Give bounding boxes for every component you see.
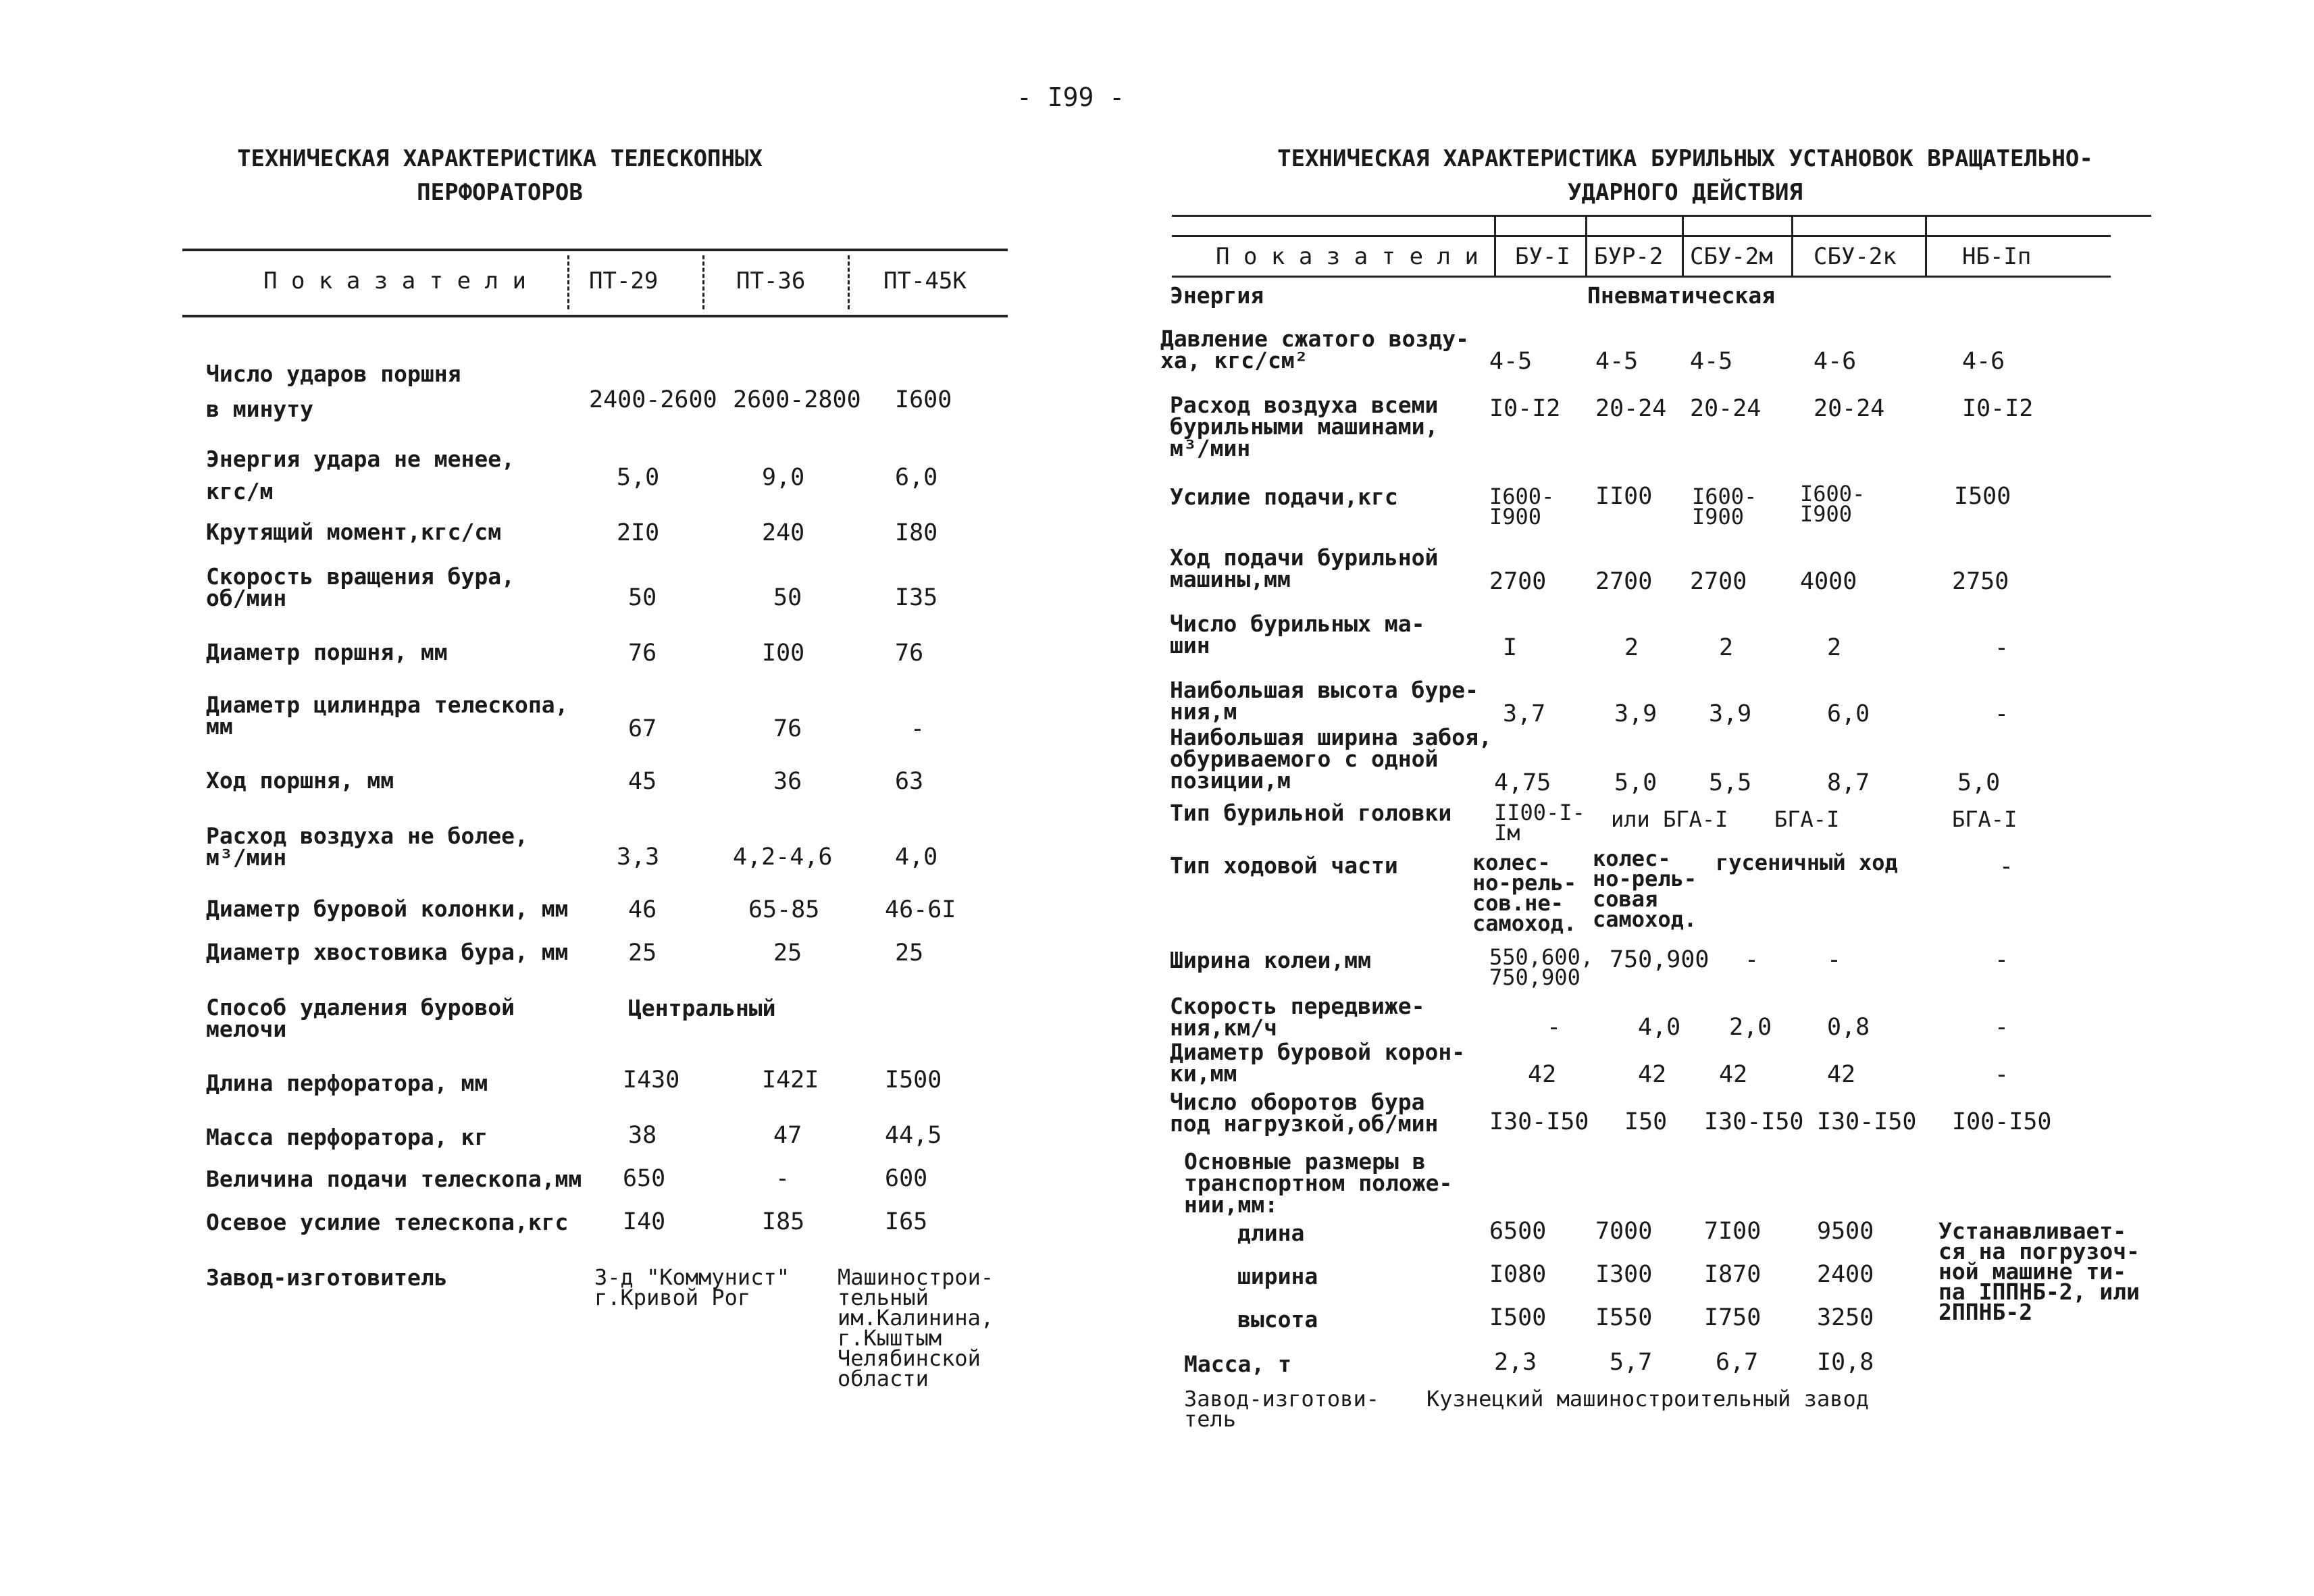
left-row-label: Ход поршня, мм [206, 767, 394, 794]
right-header-bottom-rule [1172, 276, 2111, 278]
right-row-label: ширина [1237, 1263, 1318, 1289]
right-header-bur2: БУР-2 [1594, 243, 1664, 270]
right-cell: I00-I50 [1952, 1108, 2052, 1135]
right-cell: 42 [1719, 1061, 1748, 1088]
right-cell: I30-I50 [1489, 1108, 1589, 1135]
right-cell: 20-24 [1814, 395, 1885, 422]
right-cell: - [1995, 946, 2009, 973]
left-header-pt29: ПТ-29 [589, 267, 659, 294]
right-cell: 3,9 [1614, 700, 1657, 727]
right-cell: 9500 [1817, 1218, 1874, 1245]
left-row-label: Завод-изготовитель [206, 1264, 448, 1291]
right-cell: I750 [1704, 1304, 1762, 1331]
left-row-label: Диаметр поршня, мм [206, 639, 448, 665]
left-row-label: Число ударов поршня в минуту [206, 361, 461, 422]
left-header-separator [567, 255, 569, 309]
right-cell: 2700 [1690, 568, 1747, 595]
left-row-label: Осевое усилие телескопа,кгс [206, 1209, 569, 1235]
right-row-label: Тип ходовой части [1170, 852, 1398, 879]
right-cell: - [1995, 1014, 2009, 1041]
right-cell: 4,75 [1494, 769, 1551, 796]
right-cell: I870 [1704, 1261, 1762, 1288]
left-cell: 67 [628, 715, 657, 742]
left-cell: 5,0 [617, 464, 660, 491]
left-cell: I430 [623, 1066, 680, 1093]
left-cell: 50 [773, 584, 802, 611]
left-cell-span: Центральный [628, 995, 776, 1021]
right-cell: 8,7 [1827, 769, 1870, 796]
right-cell: 3,7 [1503, 700, 1546, 727]
right-cell: 750,900 [1610, 946, 1709, 973]
right-header-separator [1791, 215, 1793, 277]
right-cell-span: Кузнецкий машиностроительный завод [1426, 1386, 1870, 1412]
left-cell: 65-85 [748, 896, 820, 923]
right-note: Устанавливает- ся на погрузоч- ной машине ти- па IППНБ-2, или 2ППНБ-2 [1938, 1218, 2140, 1325]
right-cell: 5,7 [1610, 1349, 1653, 1376]
left-row-label: Диаметр цилиндра телескопа, мм [206, 692, 569, 740]
left-cell: 600 [885, 1165, 928, 1192]
left-row-label: Длина перфоратора, мм [206, 1070, 488, 1096]
left-title [189, 142, 811, 209]
left-cell: 76 [628, 640, 657, 667]
right-cell: БГА-I [1774, 806, 1840, 832]
right-cell: - [1827, 946, 1842, 973]
right-cell: 3,9 [1709, 700, 1752, 727]
right-row-label: Наибольшая высота буре- ния,м [1170, 677, 1479, 725]
left-cell: 46 [628, 896, 657, 923]
left-cell: 46-6I [885, 896, 956, 923]
right-row-label: Усилие подачи,кгс [1170, 484, 1398, 510]
left-cell-manufacturer: Машинострои- тельный им.Калинина, г.Кыштым Челябинской области [838, 1264, 994, 1391]
right-row-label: Ход подачи бурильной машины,мм [1170, 544, 1439, 592]
left-cell: 63 [895, 768, 924, 795]
left-cell: I65 [885, 1208, 928, 1235]
right-cell: - [1995, 1061, 2009, 1088]
right-cell: I0,8 [1817, 1349, 1874, 1376]
right-cell: 2700 [1489, 568, 1547, 595]
left-header-param: П о к а з а т е л и [263, 267, 526, 294]
left-row-label: Скорость вращения бура, об/мин [206, 563, 515, 611]
left-cell: 650 [623, 1165, 666, 1192]
right-cell: I300 [1595, 1261, 1653, 1288]
left-header-bottom-rule [182, 315, 1008, 317]
right-header-nb1p: НБ-Iп [1962, 243, 2032, 270]
right-row-label: Диаметр буровой корон- ки,мм [1170, 1039, 1466, 1087]
left-title-line2: ПЕРФОРАТОРОВ [417, 179, 583, 206]
left-row-label: Диаметр буровой колонки, мм [206, 896, 569, 922]
right-row-label: Число оборотов бура под нагрузкой,об/мин [1170, 1089, 1439, 1137]
right-cell: I500 [1954, 483, 2011, 510]
right-row-label: Число бурильных ма- шин [1170, 611, 1425, 659]
left-header-pt45k: ПТ-45К [883, 267, 967, 294]
right-cell: 4-6 [1814, 348, 1857, 375]
right-header-top-rule [1172, 235, 2111, 237]
right-cell: 2 [1719, 634, 1734, 661]
right-header-top-rule [1172, 215, 2151, 217]
right-cell: 2 [1624, 634, 1639, 661]
right-cell: 4-5 [1595, 348, 1639, 375]
right-row-label: Основные размеры в транспортном положе- нии,мм: [1184, 1148, 1453, 1218]
page-number: - I99 - [1017, 82, 1125, 112]
right-cell: 7000 [1595, 1218, 1653, 1245]
left-cell: 240 [762, 519, 805, 546]
right-cell: 2750 [1952, 568, 2009, 595]
left-cell: 3,3 [617, 844, 660, 871]
right-row-label: Ширина колеи,мм [1170, 947, 1372, 973]
right-cell: 42 [1528, 1061, 1557, 1088]
right-cell: 550,600, 750,900 [1489, 944, 1594, 990]
right-cell: I50 [1624, 1108, 1668, 1135]
left-cell: 2I0 [617, 519, 660, 546]
left-header-top-rule [182, 249, 1008, 251]
right-title-line2: УДАРНОГО ДЕЙСТВИЯ [1568, 179, 1803, 206]
right-header-bu1: БУ-I [1515, 243, 1570, 270]
left-cell: I35 [895, 584, 938, 611]
right-cell: 5,5 [1709, 769, 1752, 796]
right-header-separator [1494, 215, 1496, 277]
right-cell: 4-5 [1690, 348, 1733, 375]
left-cell: 9,0 [762, 464, 805, 491]
left-row-label: Масса перфоратора, кг [206, 1124, 488, 1150]
left-cell: I00 [762, 640, 805, 667]
right-row-label: высота [1237, 1306, 1318, 1333]
left-cell: - [910, 715, 925, 742]
left-cell: 6,0 [895, 464, 938, 491]
right-cell: 20-24 [1595, 395, 1667, 422]
right-row-label: Энергия [1170, 282, 1264, 309]
right-row-label: длина [1237, 1220, 1305, 1246]
right-cell: 5,0 [1957, 769, 2001, 796]
right-title-line1: ТЕХНИЧЕСКАЯ ХАРАКТЕРИСТИКА БУРИЛЬНЫХ УСТАНОВОК ВРАЩАТЕЛЬНО- [1277, 145, 2093, 172]
left-cell: 4,2-4,6 [733, 844, 833, 871]
left-cell: 47 [773, 1122, 802, 1149]
right-cell: 6,7 [1716, 1349, 1759, 1376]
right-cell: 6,0 [1827, 700, 1870, 727]
right-cell: БГА-I [1952, 806, 2017, 832]
right-cell: I550 [1595, 1304, 1653, 1331]
right-header-sbu2k: СБУ-2к [1814, 243, 1897, 270]
right-cell: 7I00 [1704, 1218, 1762, 1245]
left-cell: I85 [762, 1208, 805, 1235]
left-title-line1: ТЕХНИЧЕСКАЯ ХАРАКТЕРИСТИКА ТЕЛЕСКОПНЫХ [237, 145, 763, 172]
right-cell: колес- но-рель- совая самоход. [1593, 846, 1697, 932]
right-cell: колес- но-рель- сов.не- самоход. [1472, 850, 1577, 936]
right-cell: I0-I2 [1962, 395, 2034, 422]
right-cell: 5,0 [1614, 769, 1657, 796]
right-cell: I30-I50 [1817, 1108, 1917, 1135]
right-cell: - [1995, 700, 2009, 727]
left-cell: 25 [895, 939, 924, 967]
left-row-label: Энергия удара не менее, кгс/м [206, 446, 515, 505]
left-cell: I80 [895, 519, 938, 546]
right-cell: I30-I50 [1704, 1108, 1804, 1135]
left-cell: 25 [628, 939, 657, 967]
right-header-separator [1682, 215, 1684, 277]
left-cell: 44,5 [885, 1122, 942, 1149]
right-cell: 2400 [1817, 1261, 1874, 1288]
left-cell: 38 [628, 1122, 657, 1149]
left-cell: 4,0 [895, 844, 938, 871]
right-row-label: Масса, т [1184, 1351, 1291, 1377]
right-cell: 2,0 [1729, 1014, 1772, 1041]
right-cell: 2,3 [1494, 1349, 1537, 1376]
right-row-label: Завод-изготови- тель [1184, 1386, 1379, 1432]
right-cell: I600- I900 [1489, 484, 1555, 530]
left-row-label: Способ удаления буровой мелочи [206, 994, 515, 1042]
left-row-label: Крутящий момент,кгс/см [206, 519, 502, 545]
right-cell: 4-5 [1489, 348, 1533, 375]
right-cell: 6500 [1489, 1218, 1547, 1245]
left-row-label: Величина подачи телескопа,мм [206, 1166, 582, 1192]
left-cell: 36 [773, 768, 802, 795]
left-header-separator [848, 255, 850, 309]
left-cell: I40 [623, 1208, 666, 1235]
left-cell: 45 [628, 768, 657, 795]
right-cell: 20-24 [1690, 395, 1762, 422]
right-cell: или БГА-I [1611, 806, 1728, 832]
right-cell: 4-6 [1962, 348, 2005, 375]
right-cell: гусеничный ход [1716, 850, 1898, 875]
right-cell: 4,0 [1638, 1014, 1681, 1041]
right-cell: II00 [1595, 483, 1653, 510]
right-cell: 0,8 [1827, 1014, 1870, 1041]
left-cell: 76 [895, 640, 924, 667]
right-cell: I600- I900 [1692, 484, 1757, 530]
left-cell-manufacturer: З-д "Коммунист" г.Кривой Рог [594, 1264, 790, 1310]
left-cell: - [775, 1165, 790, 1192]
right-cell: II00-I- Iм [1494, 800, 1585, 846]
right-cell: - [1547, 1014, 1562, 1041]
left-cell: I500 [885, 1066, 942, 1093]
left-cell: 50 [628, 584, 657, 611]
right-cell: 2 [1827, 634, 1842, 661]
right-cell: 4000 [1800, 568, 1857, 595]
right-cell: 42 [1827, 1061, 1856, 1088]
right-cell: 42 [1638, 1061, 1667, 1088]
right-cell: - [1745, 946, 1759, 973]
left-cell: 25 [773, 939, 802, 967]
right-cell: I0-I2 [1489, 395, 1561, 422]
left-cell: I42I [762, 1066, 819, 1093]
right-cell: I080 [1489, 1261, 1547, 1288]
left-header-pt36: ПТ-36 [736, 267, 806, 294]
right-row-label: Тип бурильной головки [1170, 800, 1452, 826]
right-cell: I [1503, 634, 1518, 661]
right-cell: - [1995, 634, 2009, 661]
left-cell: I600 [895, 386, 952, 413]
right-row-label: Давление сжатого возду- ха, кгс/см² [1160, 326, 1469, 374]
right-title [1229, 142, 2141, 209]
left-cell: 2400-2600 [589, 386, 717, 413]
right-header-separator [1585, 215, 1587, 277]
left-header-separator [702, 255, 704, 309]
right-cell-span: Пневматическая [1587, 282, 1776, 309]
right-cell: 3250 [1817, 1304, 1874, 1331]
right-cell: - [1999, 853, 2014, 880]
left-row-label: Расход воздуха не более, м³/мин [206, 823, 528, 871]
right-row-label: Расход воздуха всеми бурильными машинами, м³/мин [1170, 392, 1439, 461]
right-row-label: Наибольшая ширина забоя, обуриваемого с одной позиции,м [1170, 724, 1492, 794]
right-cell: I500 [1489, 1304, 1547, 1331]
right-header-sbu2m: СБУ-2м [1690, 243, 1773, 270]
right-row-label: Скорость передвиже- ния,км/ч [1170, 993, 1425, 1041]
right-header-param: П о к а з а т е л и [1216, 243, 1479, 270]
left-row-label: Диаметр хвостовика бура, мм [206, 939, 569, 965]
right-header-separator [1925, 215, 1927, 277]
left-cell: 2600-2800 [733, 386, 861, 413]
left-cell: 76 [773, 715, 802, 742]
right-cell: I600- I900 [1800, 481, 1866, 527]
right-cell: 2700 [1595, 568, 1653, 595]
